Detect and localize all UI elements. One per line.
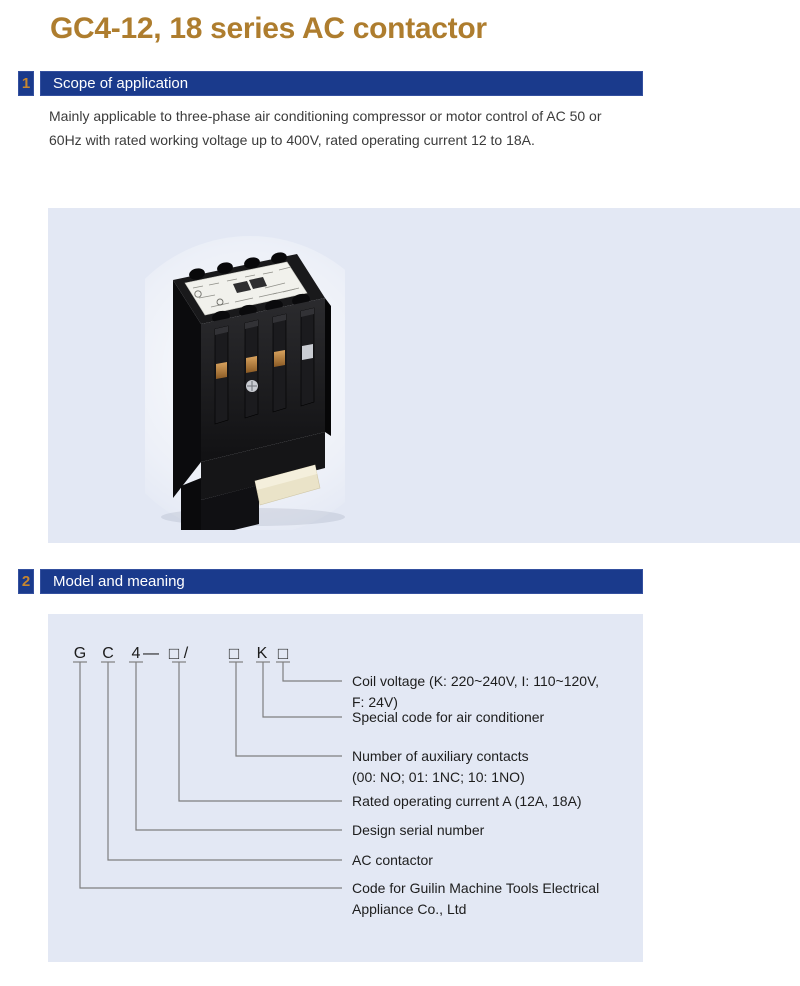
model-code-placeholder-box: □ bbox=[168, 644, 180, 663]
section-2-header bbox=[40, 569, 643, 594]
model-code-char-K: K bbox=[256, 645, 268, 662]
section-2-title: Model and meaning bbox=[53, 573, 185, 590]
page-title: GC4-12, 18 series AC contactor bbox=[50, 12, 487, 45]
scope-paragraph-line: 60Hz with rated working voltage up to 400V, rated operating current 12 to 18A. bbox=[49, 132, 535, 148]
section-2-number: 2 bbox=[21, 573, 31, 590]
model-code-char-G: G bbox=[73, 645, 87, 662]
label-manufacturer-code: Code for Guilin Machine Tools Electrical Appliance Co., Ltd bbox=[352, 880, 600, 917]
model-code-placeholder-box: □ bbox=[277, 644, 289, 663]
label-special-code: Special code for air conditioner bbox=[352, 709, 545, 725]
label-coil-voltage: Coil voltage (K: 220~240V, I: 110~120V, F: 24V) bbox=[352, 673, 600, 710]
label-design-serial: Design serial number bbox=[352, 822, 485, 838]
section-1-number: 1 bbox=[21, 75, 31, 92]
model-code-slash: / bbox=[183, 645, 189, 662]
scope-paragraph-line: Mainly applicable to three-phase air conditioning compressor or motor control of AC 50 or bbox=[49, 108, 602, 124]
label-ac-contactor: AC contactor bbox=[352, 852, 433, 868]
section-2-number-badge bbox=[18, 569, 34, 594]
product-photo-panel bbox=[48, 208, 800, 543]
product-rail-foot bbox=[181, 478, 201, 530]
model-code-char-4: 4 bbox=[131, 645, 141, 662]
section-1-header bbox=[40, 71, 643, 96]
product-right-edge bbox=[325, 298, 331, 436]
product-photo bbox=[145, 236, 345, 530]
model-code-char-C: C bbox=[102, 645, 114, 662]
section-1-number-badge bbox=[18, 71, 34, 96]
section-1-title: Scope of application bbox=[53, 75, 189, 92]
scope-paragraph bbox=[49, 104, 649, 152]
model-code-dash: — bbox=[143, 645, 159, 662]
model-code-placeholder-box: □ bbox=[228, 644, 240, 663]
label-rated-current: Rated operating current A (12A, 18A) bbox=[352, 793, 582, 809]
terminal-screw bbox=[246, 380, 258, 392]
model-meaning-panel bbox=[48, 614, 643, 962]
label-auxiliary-contacts: Number of auxiliary contacts (00: NO; 01: 1NC; 10: 1NO) bbox=[352, 748, 529, 785]
